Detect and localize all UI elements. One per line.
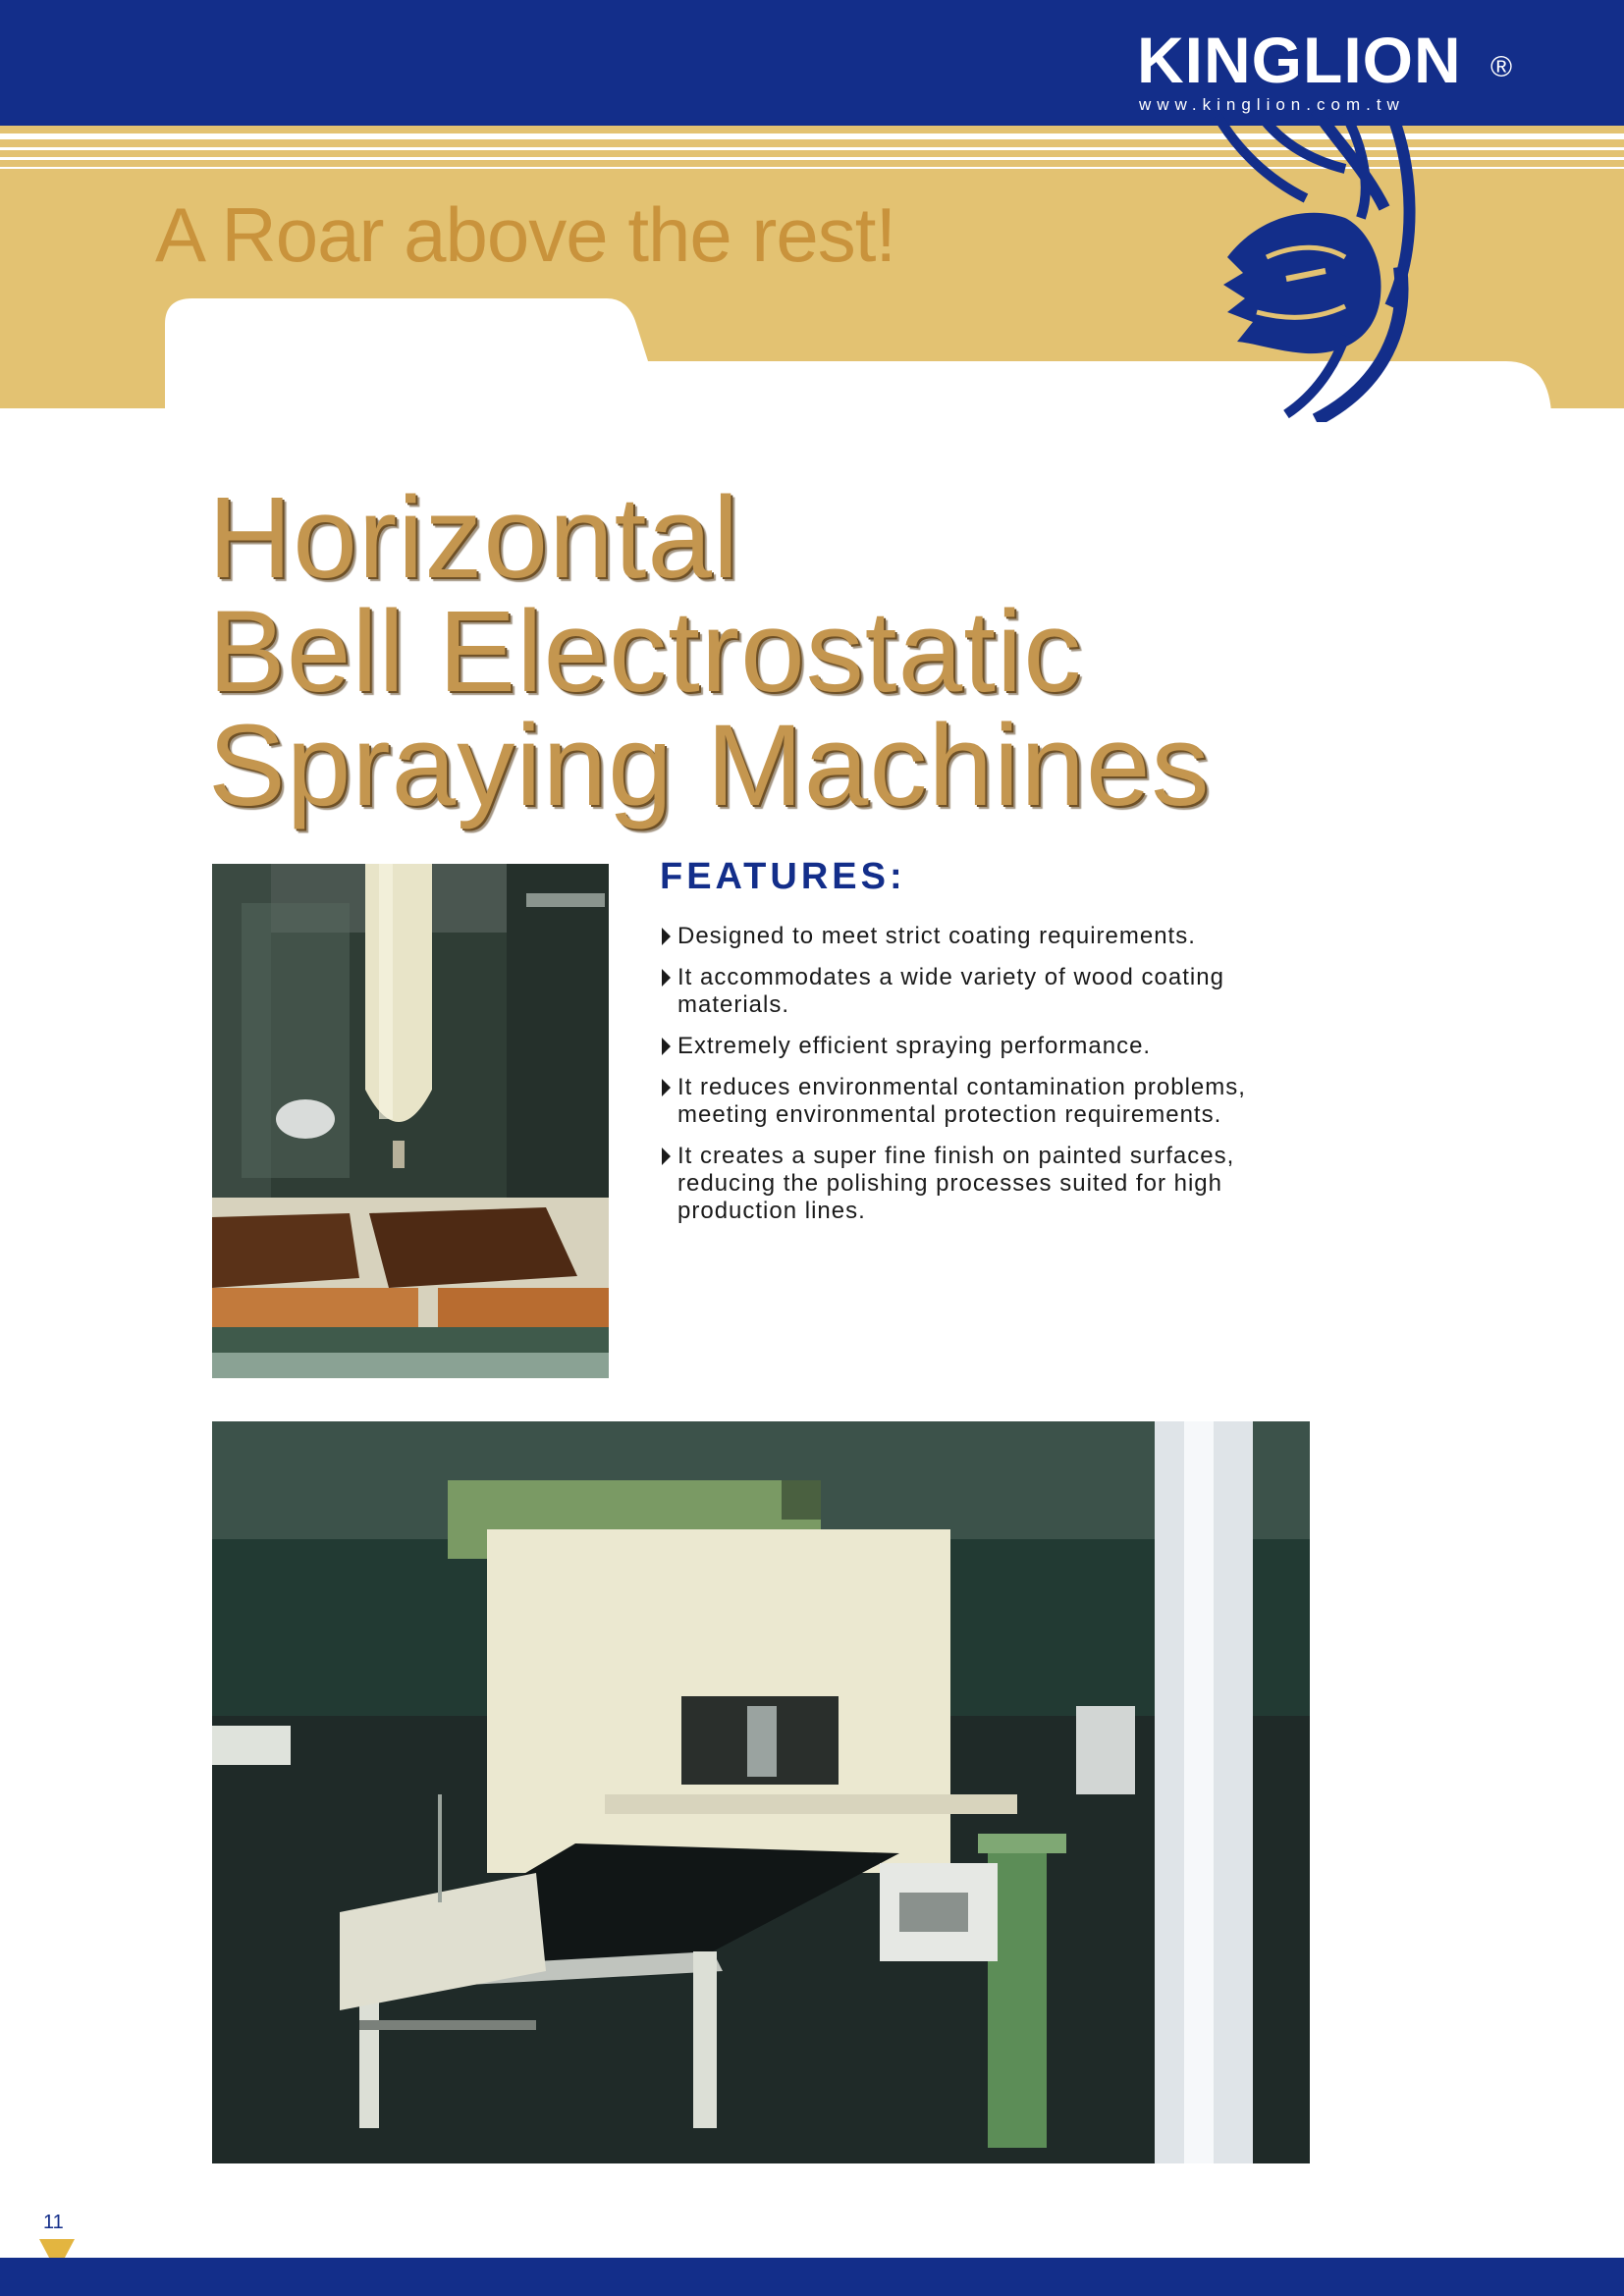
tagline: A Roar above the rest! [155,191,896,278]
title-line: Horizontal [208,473,740,603]
brand-url: www.kinglion.com.tw [1139,95,1405,114]
bell-sprayer-photo [212,864,609,1378]
page-title [208,473,1211,830]
triangle-bullet-icon [662,1038,671,1055]
feature-text: It reduces environmental contamination problems, meeting environmental protection requirements. [677,1074,1246,1128]
triangle-bullet-icon [662,928,671,945]
feature-text: Extremely efficient spraying performance. [677,1033,1152,1059]
list-item [660,1074,1308,1129]
lion-head-logo [1198,110,1434,422]
triangle-bullet-icon [662,1148,671,1165]
feature-text: Designed to meet strict coating requirements. [677,923,1196,949]
registered-mark: ® [1490,51,1513,83]
list-item [660,1143,1308,1225]
page-number: 11 [43,2212,64,2233]
footer-bar [0,2258,1624,2296]
features-heading: FEATURES: [660,856,906,897]
feature-text: It creates a super fine finish on painted surfaces, reducing the polishing processes suited for high production lines. [677,1143,1235,1224]
list-item [660,1033,1308,1060]
triangle-bullet-icon [662,1079,671,1096]
brand-name: KINGLION [1137,24,1462,96]
spraying-machine-photo [212,1421,1310,2163]
list-item [660,923,1308,950]
feature-text: It accommodates a wide variety of wood coating materials. [677,964,1224,1018]
title-line: Bell Electrostatic [208,587,1083,717]
features-list [660,923,1308,1239]
title-line: Spraying Machines [208,701,1211,830]
list-item [660,964,1308,1019]
triangle-bullet-icon [662,969,671,987]
